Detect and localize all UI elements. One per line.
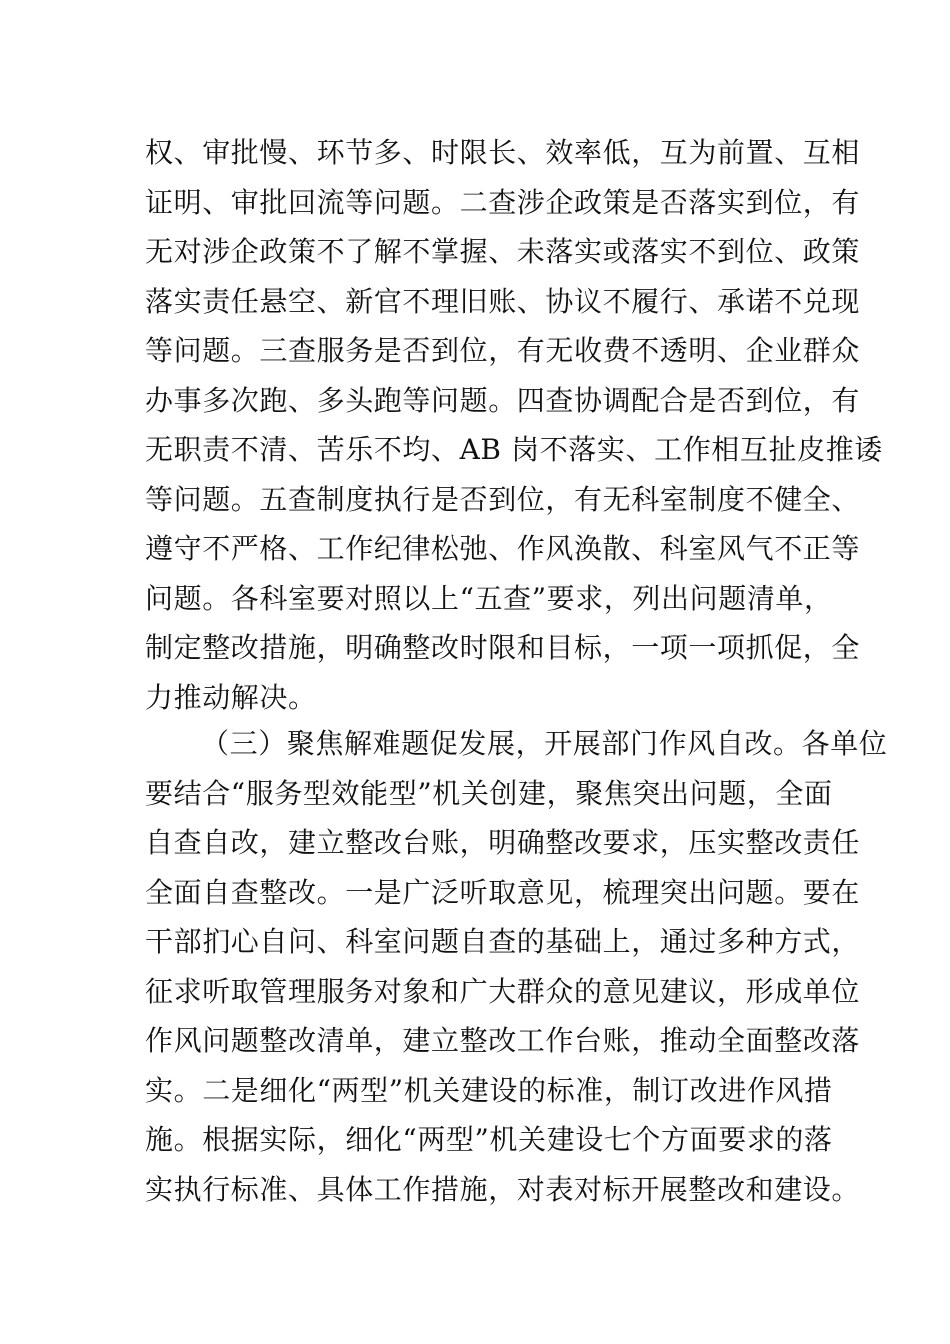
text-line: 征求听取管理服务对象和广大群众的意见建议，形成单位 [145,974,861,1008]
text-line: 实。二是细化“两型”机关建设的标准，制订改进作风措 [145,1073,833,1107]
text-line: 证明、审批回流等问题。二查涉企政策是否落实到位，有 [145,185,861,219]
text-line: 落实责任悬空、新官不理旧账、协议不履行、承诺不兑现 [145,284,861,318]
text-line: 遵守不严格、工作纪律松弛、作风涣散、科室风气不正等 [145,532,861,565]
text-line: 无职责不清、苦乐不均、AB 岗不落实、工作相互扯皮推诿 [145,433,883,466]
text-line: 要结合“服务型效能型”机关创建，聚焦突出问题，全面 [145,776,833,810]
text-line: 施。根据实际，细化“两型”机关建设七个方面要求的落 [145,1123,833,1156]
text-line: 全面自查整改。一是广泛听取意见，梳理突出问题。要在 [145,875,861,909]
text-line: 自查自改，建立整改台账，明确整改要求，压实整改责任 [145,826,861,859]
text-line: 无对涉企政策不了解不掌握、未落实或落实不到位、政策 [145,235,861,268]
text-line: 作风问题整改清单，建立整改工作台账，推动全面整改落 [145,1024,861,1057]
text-line: 等问题。三查服务是否到位，有无收费不透明、企业群众 [145,334,861,367]
text-line: 力推动解决。 [145,680,317,714]
section-heading-line: （三）聚焦解难题促发展，开展部门作风自改。各单位 [201,727,888,760]
section-three-paragraph [145,719,888,1214]
text-line: 干部扪心自问、科室问题自查的基础上，通过多种方式， [145,925,861,958]
text-line: 等问题。五查制度执行是否到位，有无科室制度不健全、 [145,482,861,516]
text-line: 问题。各科室要对照以上“五查”要求，列出问题清单， [145,581,833,615]
continuation-paragraph [145,128,883,722]
text-line: 制定整改措施，明确整改时限和目标，一项一项抓促，全 [145,631,861,664]
text-line: 权、审批慢、环节多、时限长、效率低，互为前置、互相 [145,136,861,169]
text-line: 实执行标准、具体工作措施，对表对标开展整改和建设。 [145,1172,861,1206]
text-line: 办事多次跑、多头跑等问题。四查协调配合是否到位，有 [145,383,861,417]
